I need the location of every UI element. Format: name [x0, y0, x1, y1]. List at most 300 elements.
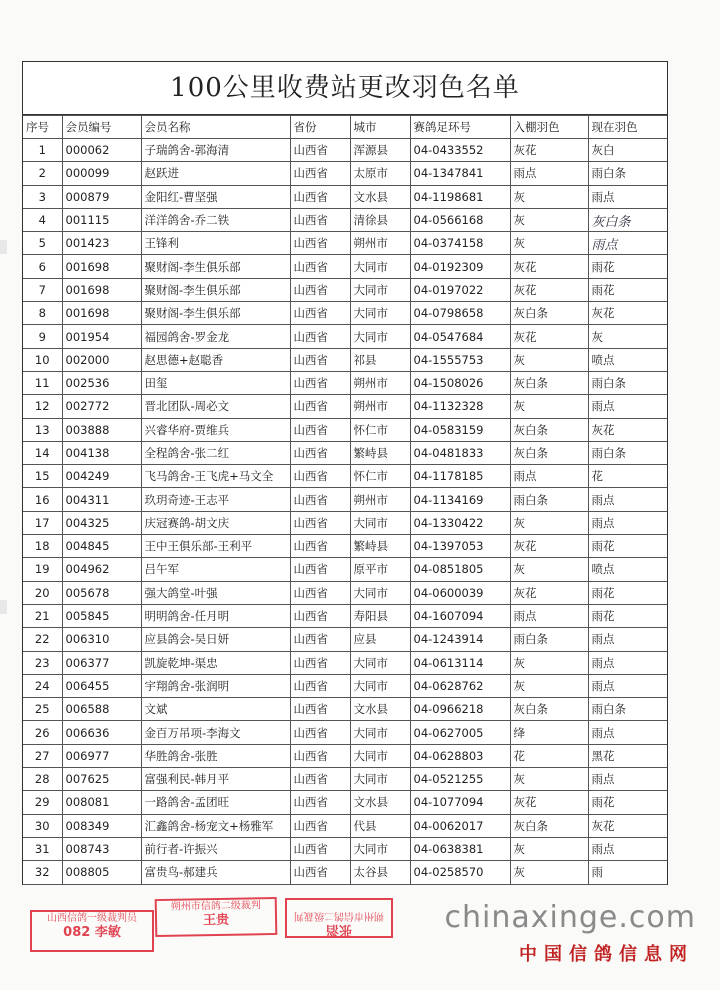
- table-cell: 太原市: [350, 162, 410, 185]
- table-cell: 山西省: [290, 302, 350, 325]
- table-cell: 宇翔鸽舍-张润明: [141, 674, 290, 697]
- table-cell: 朔州市: [350, 488, 410, 511]
- column-header: 城市: [350, 116, 410, 139]
- table-cell: 006310: [62, 628, 141, 651]
- table-cell: 9: [23, 325, 62, 348]
- table-cell: 大同市: [350, 302, 410, 325]
- table-cell: 山西省: [290, 441, 350, 464]
- table-cell: 大同市: [350, 511, 410, 534]
- table-cell: 04-0627005: [410, 721, 510, 744]
- table-cell: 04-1397053: [410, 535, 510, 558]
- table-cell: 灰: [510, 348, 588, 371]
- table-cell: 04-1555753: [410, 348, 510, 371]
- stamp-name: 张滔: [326, 922, 353, 937]
- table-cell: 花: [588, 465, 667, 488]
- table-cell: 浑源县: [350, 139, 410, 162]
- table-cell: 灰白条: [510, 441, 588, 464]
- table-cell: 黑花: [588, 744, 667, 767]
- table-cell: 04-0433552: [410, 139, 510, 162]
- table-cell: 006588: [62, 698, 141, 721]
- table-cell: 24: [23, 674, 62, 697]
- table-cell: 005678: [62, 581, 141, 604]
- table-header-row: [23, 116, 667, 139]
- table-row: [23, 698, 667, 721]
- column-header: 会员名称: [141, 116, 290, 139]
- table-cell: 04-0583159: [410, 418, 510, 441]
- table-cell: 大同市: [350, 581, 410, 604]
- table-cell: 山西省: [290, 535, 350, 558]
- table-row: [23, 651, 667, 674]
- table-cell: 凯旋乾坤-渠忠: [141, 651, 290, 674]
- table-cell: 强大鸽堂-叶强: [141, 581, 290, 604]
- roster-sheet: [22, 61, 668, 885]
- table-cell: 04-1508026: [410, 371, 510, 394]
- column-header: 序号: [23, 116, 62, 139]
- table-cell: 太谷县: [350, 861, 410, 884]
- table-cell: 全程鸽舍-张二红: [141, 441, 290, 464]
- table-row: [23, 162, 667, 185]
- table-cell: 大同市: [350, 278, 410, 301]
- table-cell: 灰: [588, 325, 667, 348]
- table-cell: 灰: [510, 511, 588, 534]
- table-cell: 雨花: [588, 604, 667, 627]
- table-cell: 花: [510, 744, 588, 767]
- table-cell: 04-0613114: [410, 651, 510, 674]
- table-cell: 雨点: [588, 232, 667, 255]
- table-cell: 雨点: [588, 837, 667, 860]
- table-cell: 04-0192309: [410, 255, 510, 278]
- table-cell: 山西省: [290, 418, 350, 441]
- table-row: [23, 255, 667, 278]
- table-cell: 04-0638381: [410, 837, 510, 860]
- table-row: [23, 861, 667, 884]
- table-cell: 13: [23, 418, 62, 441]
- table-cell: 001698: [62, 278, 141, 301]
- table-cell: 山西省: [290, 371, 350, 394]
- table-cell: 04-0062017: [410, 814, 510, 837]
- table-cell: 山西省: [290, 185, 350, 208]
- column-header: 省份: [290, 116, 350, 139]
- table-cell: 灰: [510, 558, 588, 581]
- table-cell: 原平市: [350, 558, 410, 581]
- table-cell: 灰: [510, 768, 588, 791]
- table-row: [23, 604, 667, 627]
- judge-stamp-2: [155, 897, 278, 937]
- table-cell: 雨白条: [588, 441, 667, 464]
- table-cell: 008081: [62, 791, 141, 814]
- table-cell: 雨点: [588, 511, 667, 534]
- table-cell: 雨白条: [510, 628, 588, 651]
- table-cell: 灰白条: [510, 698, 588, 721]
- table-cell: 04-0374158: [410, 232, 510, 255]
- table-row: [23, 721, 667, 744]
- table-cell: 繁峙县: [350, 441, 410, 464]
- table-row: [23, 208, 667, 231]
- table-cell: 富强利民-韩月平: [141, 768, 290, 791]
- table-cell: 002536: [62, 371, 141, 394]
- table-cell: 雨点: [510, 604, 588, 627]
- table-cell: 04-0966218: [410, 698, 510, 721]
- table-cell: 003888: [62, 418, 141, 441]
- table-cell: 灰: [510, 674, 588, 697]
- table-cell: 04-0851805: [410, 558, 510, 581]
- table-cell: 赵思德+赵聪香: [141, 348, 290, 371]
- table-cell: 雨花: [588, 581, 667, 604]
- table-cell: 灰花: [510, 325, 588, 348]
- table-cell: 聚财阁-李生俱乐部: [141, 255, 290, 278]
- table-cell: 山西省: [290, 581, 350, 604]
- table-cell: 应县: [350, 628, 410, 651]
- table-cell: 雨点: [588, 768, 667, 791]
- table-cell: 灰: [510, 651, 588, 674]
- table-cell: 004311: [62, 488, 141, 511]
- table-cell: 灰: [510, 208, 588, 231]
- table-cell: 灰花: [510, 535, 588, 558]
- table-cell: 山西省: [290, 651, 350, 674]
- table-cell: 灰花: [510, 581, 588, 604]
- column-header: 赛鸽足环号: [410, 116, 510, 139]
- table-cell: 雨点: [510, 465, 588, 488]
- table-row: [23, 371, 667, 394]
- table-cell: 兴睿华府-贾维兵: [141, 418, 290, 441]
- table-cell: 002772: [62, 395, 141, 418]
- table-cell: 20: [23, 581, 62, 604]
- roster-table: [23, 115, 667, 885]
- table-row: [23, 768, 667, 791]
- table-cell: 山西省: [290, 837, 350, 860]
- table-cell: 灰花: [510, 255, 588, 278]
- table-cell: 怀仁市: [350, 418, 410, 441]
- watermark-domain: chinaxinge.com: [444, 900, 696, 935]
- table-cell: 聚财阁-李生俱乐部: [141, 278, 290, 301]
- table-cell: 山西省: [290, 465, 350, 488]
- table-cell: 山西省: [290, 348, 350, 371]
- table-row: [23, 185, 667, 208]
- table-cell: 晋北团队-周必文: [141, 395, 290, 418]
- table-cell: 2: [23, 162, 62, 185]
- table-cell: 大同市: [350, 768, 410, 791]
- table-cell: 000099: [62, 162, 141, 185]
- table-cell: 雨点: [588, 651, 667, 674]
- column-header: 会员编号: [62, 116, 141, 139]
- table-cell: 大同市: [350, 325, 410, 348]
- table-cell: 5: [23, 232, 62, 255]
- table-cell: 大同市: [350, 837, 410, 860]
- table-cell: 文水县: [350, 791, 410, 814]
- table-cell: 006455: [62, 674, 141, 697]
- table-cell: 雨花: [588, 278, 667, 301]
- table-cell: 004138: [62, 441, 141, 464]
- table-cell: 04-0521255: [410, 768, 510, 791]
- table-cell: 华胜鸽舍-张胜: [141, 744, 290, 767]
- table-cell: 004845: [62, 535, 141, 558]
- table-cell: 雨点: [510, 162, 588, 185]
- table-cell: 山西省: [290, 488, 350, 511]
- table-cell: 04-1134169: [410, 488, 510, 511]
- table-cell: 山西省: [290, 232, 350, 255]
- table-cell: 4: [23, 208, 62, 231]
- table-cell: 一路鸽舍-孟团旺: [141, 791, 290, 814]
- table-cell: 灰花: [588, 814, 667, 837]
- table-cell: 6: [23, 255, 62, 278]
- table-cell: 灰: [510, 185, 588, 208]
- table-cell: 田玺: [141, 371, 290, 394]
- table-cell: 32: [23, 861, 62, 884]
- table-cell: 14: [23, 441, 62, 464]
- table-cell: 31: [23, 837, 62, 860]
- table-cell: 大同市: [350, 674, 410, 697]
- table-cell: 10: [23, 348, 62, 371]
- table-cell: 山西省: [290, 278, 350, 301]
- table-cell: 19: [23, 558, 62, 581]
- table-cell: 灰花: [510, 278, 588, 301]
- table-cell: 001698: [62, 302, 141, 325]
- table-cell: 雨白条: [588, 371, 667, 394]
- table-cell: 文斌: [141, 698, 290, 721]
- table-cell: 明明鸽舍-任月明: [141, 604, 290, 627]
- table-cell: 04-0798658: [410, 302, 510, 325]
- table-cell: 8: [23, 302, 62, 325]
- table-cell: 006377: [62, 651, 141, 674]
- table-cell: 寿阳县: [350, 604, 410, 627]
- table-cell: 002000: [62, 348, 141, 371]
- table-cell: 28: [23, 768, 62, 791]
- table-row: [23, 511, 667, 534]
- table-cell: 005845: [62, 604, 141, 627]
- table-cell: 3: [23, 185, 62, 208]
- judge-stamp-3: [285, 898, 393, 938]
- table-cell: 灰: [510, 861, 588, 884]
- table-cell: 雨点: [588, 628, 667, 651]
- table-cell: 山西省: [290, 768, 350, 791]
- table-cell: 金百万吊项-李海文: [141, 721, 290, 744]
- table-row: [23, 535, 667, 558]
- table-cell: 04-0258570: [410, 861, 510, 884]
- table-cell: 12: [23, 395, 62, 418]
- table-cell: 004325: [62, 511, 141, 534]
- table-cell: 雨点: [588, 488, 667, 511]
- table-row: [23, 278, 667, 301]
- table-cell: 富贵鸟-郝建兵: [141, 861, 290, 884]
- table-cell: 雨点: [588, 674, 667, 697]
- table-cell: 27: [23, 744, 62, 767]
- table-row: [23, 348, 667, 371]
- table-cell: 文水县: [350, 185, 410, 208]
- table-row: [23, 837, 667, 860]
- table-cell: 汇鑫鸽舍-杨宠文+杨雅军: [141, 814, 290, 837]
- table-cell: 雨: [588, 861, 667, 884]
- table-cell: 福园鸽舍-罗金龙: [141, 325, 290, 348]
- table-cell: 王锋利: [141, 232, 290, 255]
- table-cell: 清徐县: [350, 208, 410, 231]
- table-row: [23, 488, 667, 511]
- table-cell: 山西省: [290, 162, 350, 185]
- column-header: 入棚羽色: [510, 116, 588, 139]
- table-cell: 雨花: [588, 255, 667, 278]
- table-row: [23, 628, 667, 651]
- table-cell: 004249: [62, 465, 141, 488]
- table-cell: 山西省: [290, 628, 350, 651]
- table-body: [23, 139, 667, 885]
- table-cell: 04-0600039: [410, 581, 510, 604]
- stamp-name: 王贵: [202, 912, 230, 929]
- table-cell: 006977: [62, 744, 141, 767]
- table-cell: 繁峙县: [350, 535, 410, 558]
- stamp-name: 082 李敏: [63, 925, 121, 940]
- table-cell: 飞马鸽舍-王飞虎+马文全: [141, 465, 290, 488]
- table-cell: 04-0547684: [410, 325, 510, 348]
- table-cell: 山西省: [290, 255, 350, 278]
- table-cell: 山西省: [290, 674, 350, 697]
- table-cell: 金阳红-曹坚强: [141, 185, 290, 208]
- table-row: [23, 465, 667, 488]
- table-row: [23, 418, 667, 441]
- table-cell: 庆冠赛鸽-胡文庆: [141, 511, 290, 534]
- table-row: [23, 814, 667, 837]
- table-cell: 04-0628803: [410, 744, 510, 767]
- table-cell: 大同市: [350, 255, 410, 278]
- table-cell: 山西省: [290, 604, 350, 627]
- table-cell: 灰: [510, 837, 588, 860]
- table-cell: 喷点: [588, 558, 667, 581]
- table-cell: 祁县: [350, 348, 410, 371]
- table-cell: 玖玥奇迹-王志平: [141, 488, 290, 511]
- table-cell: 雨花: [588, 791, 667, 814]
- table-cell: 前行者-许振兴: [141, 837, 290, 860]
- table-cell: 吕午军: [141, 558, 290, 581]
- table-cell: 文水县: [350, 698, 410, 721]
- table-cell: 21: [23, 604, 62, 627]
- table-row: [23, 674, 667, 697]
- table-row: [23, 139, 667, 162]
- table-cell: 山西省: [290, 791, 350, 814]
- table-cell: 22: [23, 628, 62, 651]
- column-header: 现在羽色: [588, 116, 667, 139]
- table-cell: 山西省: [290, 325, 350, 348]
- table-cell: 7: [23, 278, 62, 301]
- table-cell: 04-1347841: [410, 162, 510, 185]
- table-cell: 雨花: [588, 535, 667, 558]
- table-cell: 山西省: [290, 721, 350, 744]
- table-cell: 灰白: [588, 139, 667, 162]
- table-cell: 1: [23, 139, 62, 162]
- table-cell: 山西省: [290, 395, 350, 418]
- table-cell: 001115: [62, 208, 141, 231]
- table-cell: 11: [23, 371, 62, 394]
- table-cell: 灰白条: [510, 814, 588, 837]
- table-row: [23, 232, 667, 255]
- table-row: [23, 581, 667, 604]
- table-cell: 雨点: [588, 721, 667, 744]
- table-cell: 04-0197022: [410, 278, 510, 301]
- table-cell: 山西省: [290, 139, 350, 162]
- table-cell: 雨白条: [588, 698, 667, 721]
- table-cell: 山西省: [290, 814, 350, 837]
- table-cell: 大同市: [350, 651, 410, 674]
- table-cell: 29: [23, 791, 62, 814]
- table-cell: 灰: [510, 232, 588, 255]
- table-cell: 001423: [62, 232, 141, 255]
- table-cell: 喷点: [588, 348, 667, 371]
- table-cell: 大同市: [350, 744, 410, 767]
- table-cell: 雨点: [588, 395, 667, 418]
- table-cell: 04-1077094: [410, 791, 510, 814]
- table-cell: 应县鸽会-吴日妍: [141, 628, 290, 651]
- table-cell: 山西省: [290, 861, 350, 884]
- table-cell: 灰花: [510, 139, 588, 162]
- table-cell: 灰白条: [510, 371, 588, 394]
- table-cell: 灰白条: [510, 418, 588, 441]
- table-cell: 聚财阁-李生俱乐部: [141, 302, 290, 325]
- judge-stamp-1: [30, 910, 154, 952]
- table-cell: 04-1198681: [410, 185, 510, 208]
- table-cell: 洋洋鸽舍-乔二铁: [141, 208, 290, 231]
- table-cell: 04-1178185: [410, 465, 510, 488]
- table-cell: 朔州市: [350, 371, 410, 394]
- table-cell: 灰花: [588, 302, 667, 325]
- table-cell: 17: [23, 511, 62, 534]
- table-row: [23, 791, 667, 814]
- table-cell: 山西省: [290, 208, 350, 231]
- table-cell: 子瑞鸽舍-郭海清: [141, 139, 290, 162]
- stamp-text: 山西信鸽一级裁判员: [47, 913, 137, 924]
- table-cell: 大同市: [350, 721, 410, 744]
- table-cell: 灰白条: [510, 302, 588, 325]
- table-cell: 000062: [62, 139, 141, 162]
- table-cell: 山西省: [290, 744, 350, 767]
- table-cell: 008349: [62, 814, 141, 837]
- table-cell: 16: [23, 488, 62, 511]
- table-cell: 04-0566168: [410, 208, 510, 231]
- table-row: [23, 441, 667, 464]
- table-cell: 04-1330422: [410, 511, 510, 534]
- table-row: [23, 744, 667, 767]
- table-row: [23, 325, 667, 348]
- table-cell: 代县: [350, 814, 410, 837]
- table-cell: 雨白条: [588, 162, 667, 185]
- table-cell: 001698: [62, 255, 141, 278]
- table-cell: 灰花: [510, 791, 588, 814]
- table-cell: 008805: [62, 861, 141, 884]
- table-cell: 灰白条: [588, 208, 667, 231]
- stamp-text: 朔州市信鸽二级裁判: [170, 900, 261, 913]
- table-cell: 雨白条: [510, 488, 588, 511]
- table-cell: 18: [23, 535, 62, 558]
- table-cell: 15: [23, 465, 62, 488]
- table-cell: 朔州市: [350, 232, 410, 255]
- table-cell: 怀仁市: [350, 465, 410, 488]
- table-cell: 04-1243914: [410, 628, 510, 651]
- table-row: [23, 302, 667, 325]
- table-row: [23, 558, 667, 581]
- watermark-site-name: 中国信鸽信息网: [519, 944, 694, 965]
- table-cell: 26: [23, 721, 62, 744]
- table-cell: 008743: [62, 837, 141, 860]
- table-cell: 雨点: [588, 185, 667, 208]
- table-cell: 赵跃进: [141, 162, 290, 185]
- table-cell: 001954: [62, 325, 141, 348]
- table-cell: 23: [23, 651, 62, 674]
- table-cell: 王中王俱乐部-王利平: [141, 535, 290, 558]
- table-cell: 006636: [62, 721, 141, 744]
- table-row: [23, 395, 667, 418]
- table-cell: 山西省: [290, 558, 350, 581]
- table-cell: 灰花: [588, 418, 667, 441]
- table-cell: 007625: [62, 768, 141, 791]
- table-cell: 绛: [510, 721, 588, 744]
- table-cell: 04-0481833: [410, 441, 510, 464]
- table-cell: 25: [23, 698, 62, 721]
